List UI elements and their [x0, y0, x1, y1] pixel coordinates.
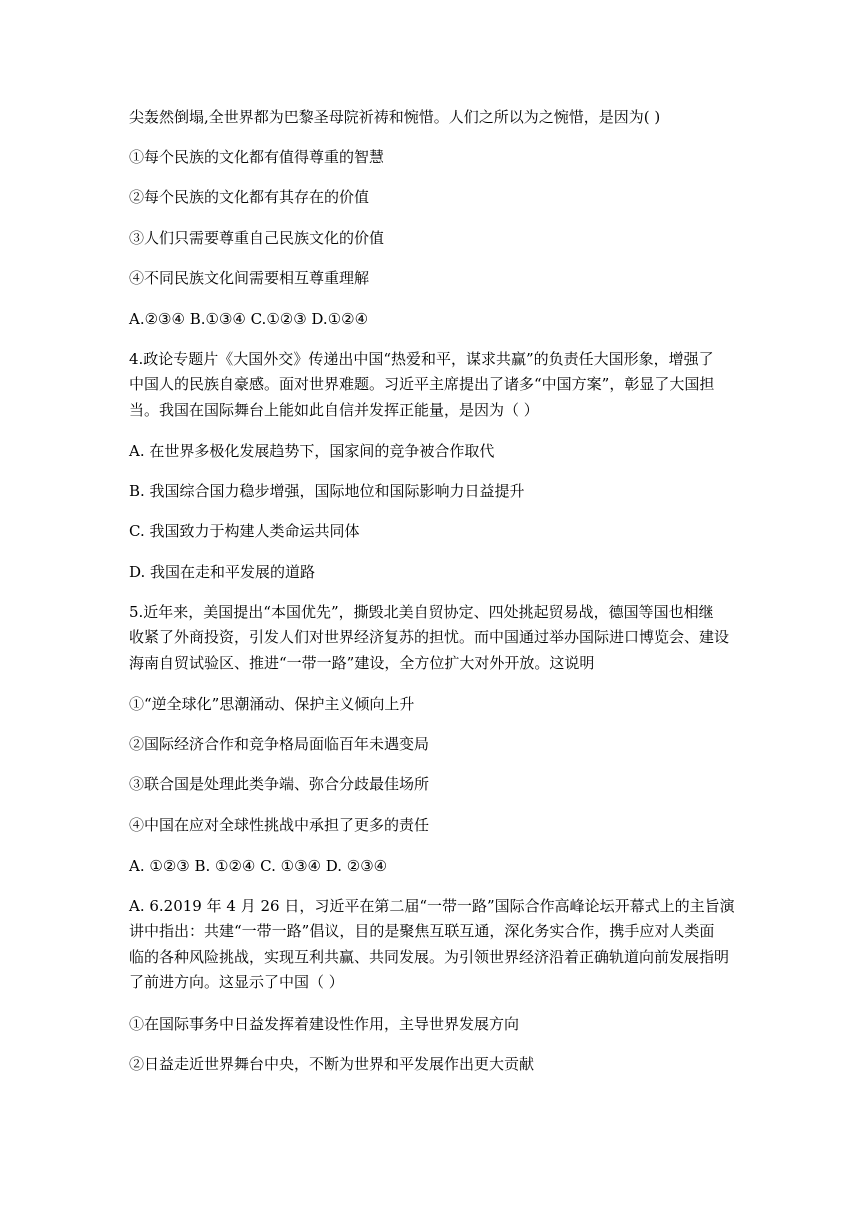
question-5-text: 收紧了外商投资，引发人们对世界经济复苏的担忧。而中国通过举办国际进口博览会、建设	[129, 628, 730, 646]
question-4-text: 当。我国在国际舞台上能如此自信并发挥正能量，是因为（ ）	[129, 401, 539, 419]
option-line: ③人们只需要尊重自己民族文化的价值	[129, 229, 385, 247]
question-4-text: 4.政论专题片《大国外交》传递出中国“热爱和平，谋求共赢”的负责任大国形象，增强了	[129, 350, 714, 368]
option-line: ④中国在应对全球性挑战中承担了更多的责任	[129, 816, 430, 834]
question-4-text: 中国人的民族自豪感。面对世界难题。习近平主席提出了诸多“中国方案”，彰显了大国担	[129, 375, 715, 393]
question-6-text: 讲中指出：共建“一带一路”倡议，目的是聚焦互联互通，深化务实合作，携手应对人类面	[129, 922, 715, 940]
question-5-text: 5.近年来，美国提出“本国优先”，撕毁北美自贸协定、四处挑起贸易战，德国等国也相继	[129, 603, 714, 621]
option-line: D. 我国在走和平发展的道路	[129, 563, 316, 581]
question-6-text: 了前进方向。这显示了中国（ ）	[129, 973, 344, 991]
answer-choices: A.②③④ B.①③④ C.①②③ D.①②④	[129, 310, 369, 328]
option-line: ①“逆全球化”思潮涌动、保护主义倾向上升	[129, 695, 415, 713]
option-line: ①每个民族的文化都有值得尊重的智慧	[129, 148, 385, 166]
option-line: ②每个民族的文化都有其存在的价值	[129, 188, 370, 206]
option-line: ③联合国是处理此类争端、弥合分歧最佳场所	[129, 775, 430, 793]
question-5-text: 海南自贸试验区、推进“一带一路”建设，全方位扩大对外开放。这说明	[129, 654, 595, 672]
option-line: ①在国际事务中日益发挥着建设性作用，主导世界发展方向	[129, 1015, 520, 1033]
option-line: ②日益走近世界舞台中央，不断为世界和平发展作出更大贡献	[129, 1055, 535, 1073]
question-6-text: 临的各种风险挑战，实现互利共赢、共同发展。为引领世界经济沿着正确轨道向前发展指明	[129, 948, 730, 966]
question-6-text: A. 6.2019 年 4 月 26 日，习近平在第二届“一带一路”国际合作高峰论坛开幕式上的主旨演	[129, 897, 735, 915]
option-line: ②国际经济合作和竞争格局面临百年未遇变局	[129, 735, 430, 753]
option-line: B. 我国综合国力稳步增强，国际地位和国际影响力日益提升	[129, 482, 525, 500]
option-line: ④不同民族文化间需要相互尊重理解	[129, 269, 370, 287]
option-line: A. 在世界多极化发展趋势下，国家间的竞争被合作取代	[129, 442, 495, 460]
text-line: 尖轰然倒塌,全世界都为巴黎圣母院祈祷和惋惜。人们之所以为之惋惜，是因为( )	[129, 108, 661, 126]
answer-choices: A. ①②③ B. ①②④ C. ①③④ D. ②③④	[129, 857, 388, 875]
option-line: C. 我国致力于构建人类命运共同体	[129, 522, 360, 540]
